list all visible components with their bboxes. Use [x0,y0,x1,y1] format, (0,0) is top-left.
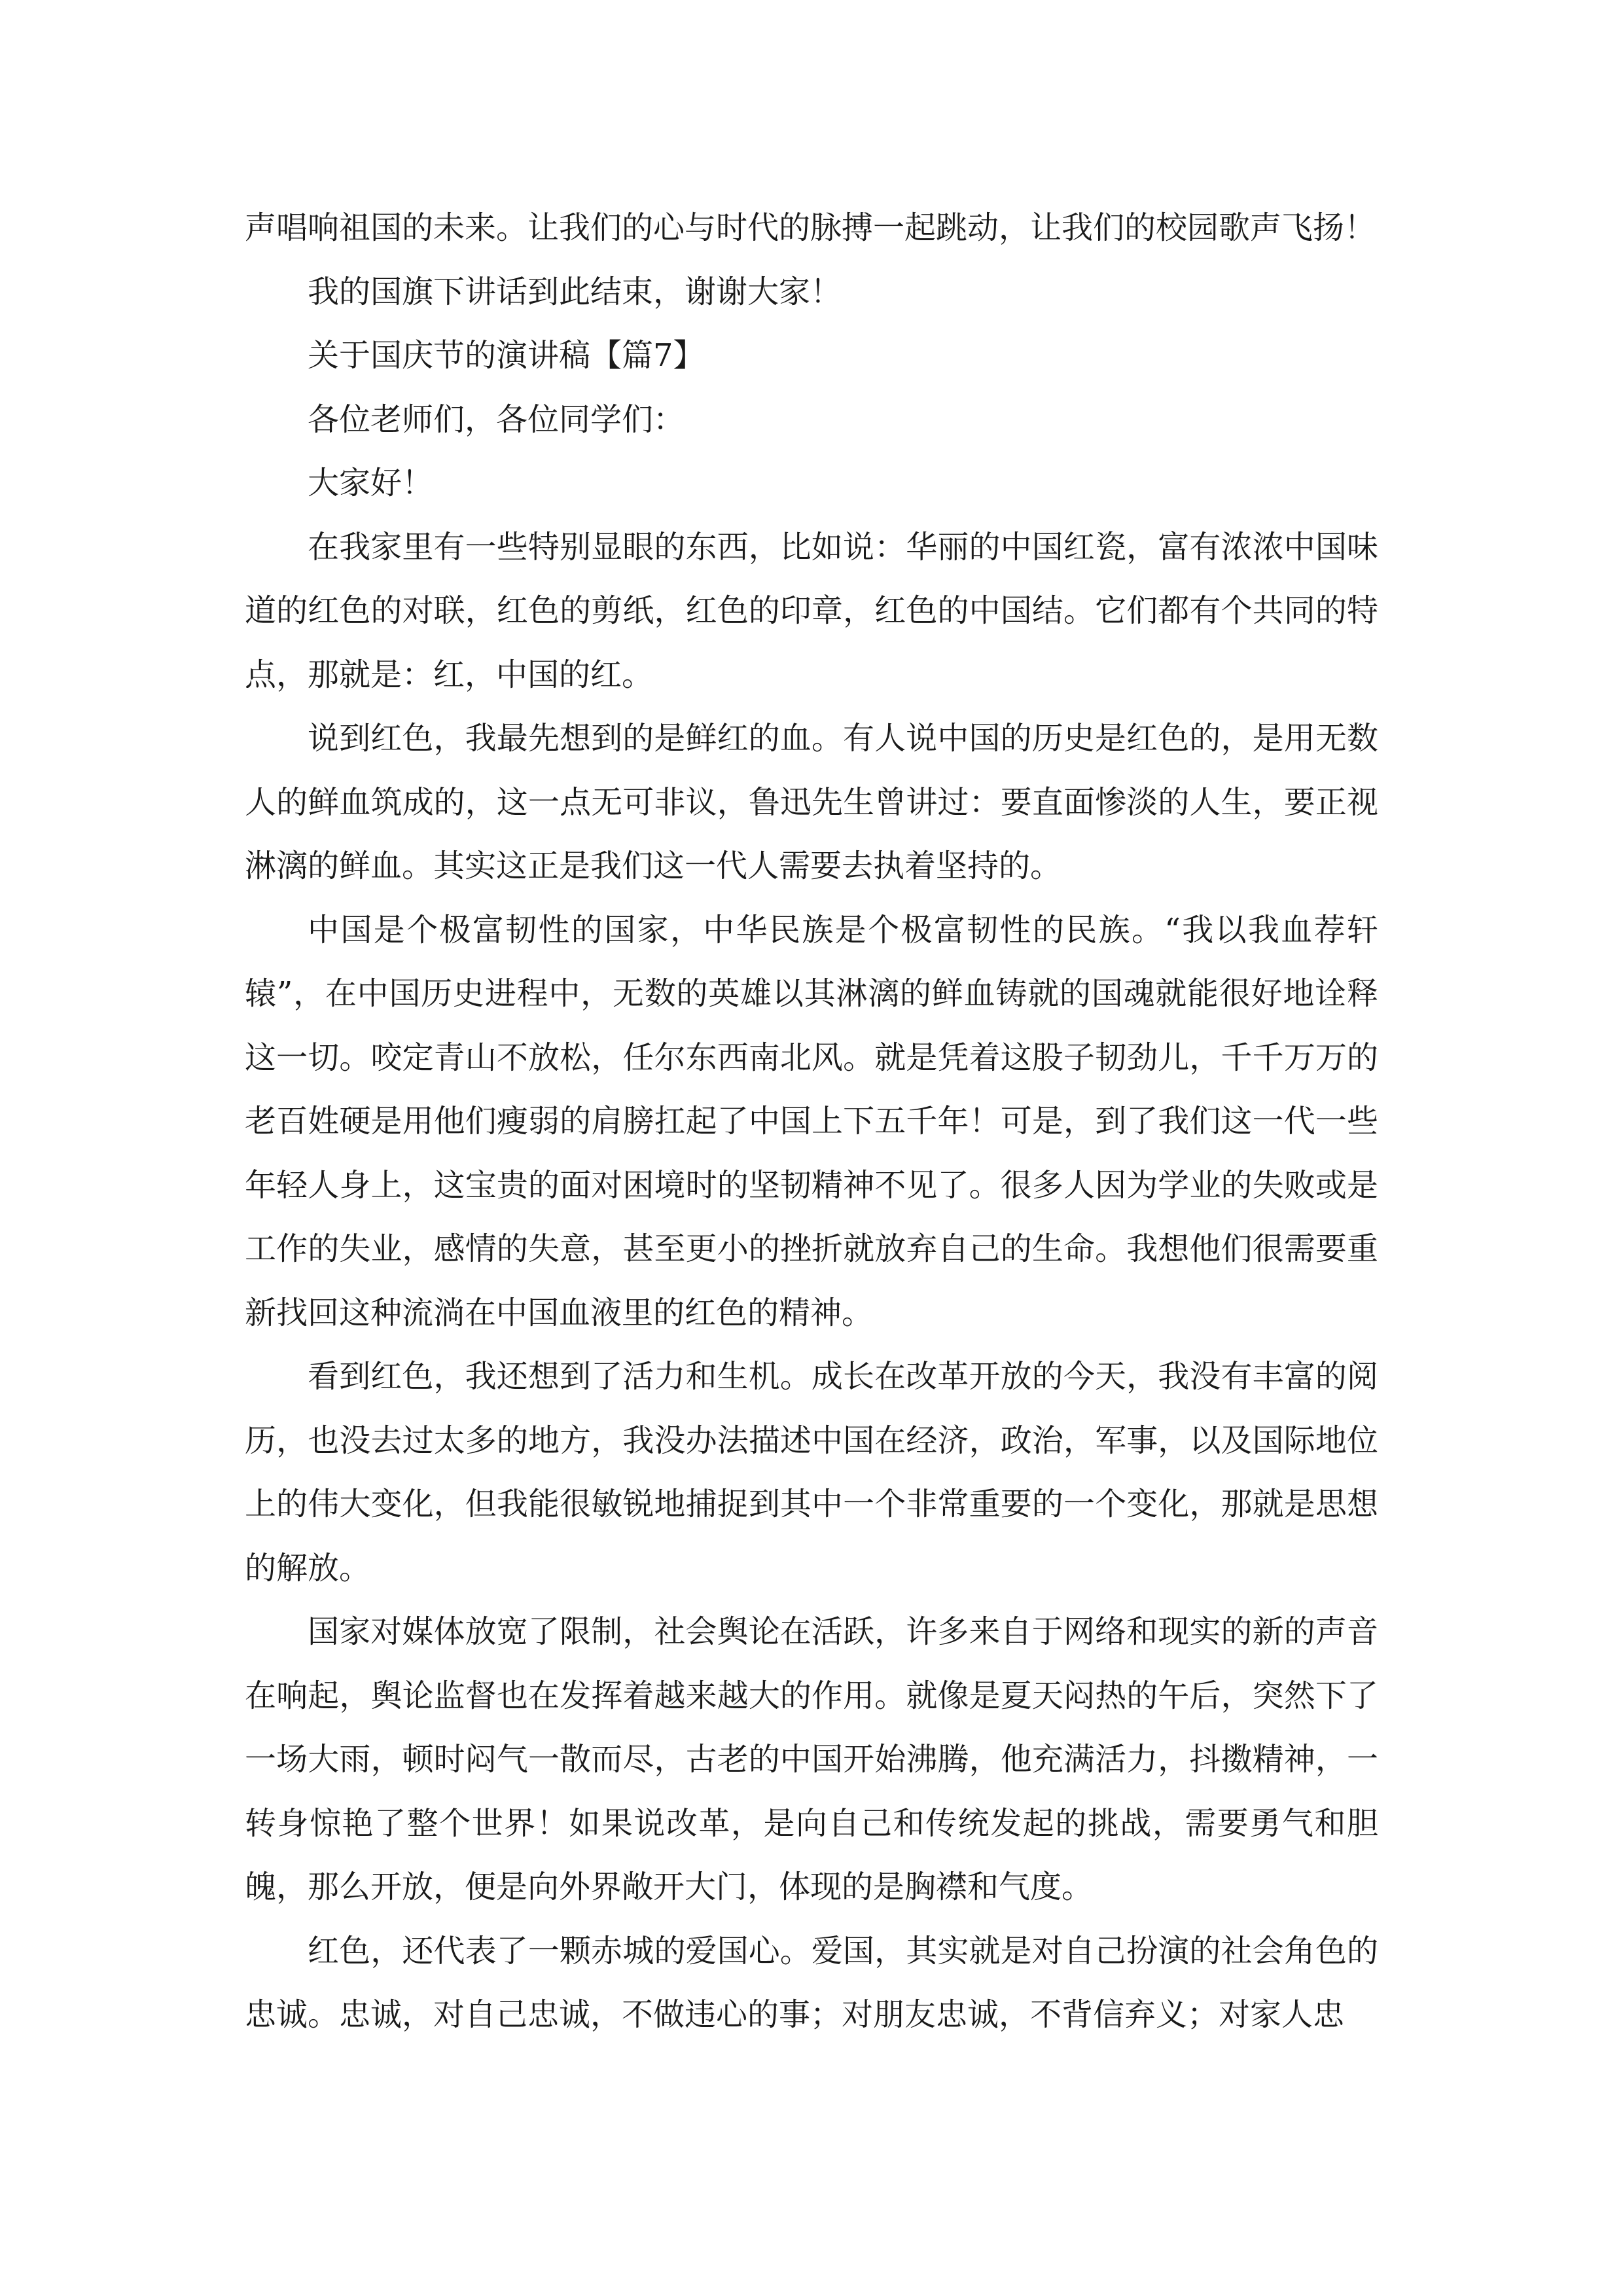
paragraph: 看到红色，我还想到了活力和生机。成长在改革开放的今天，我没有丰富的阅历，也没去过太多的地方，我没办法描述中国在经济，政治，军事，以及国际地位上的伟大变化，但我能很敏锐地捕捉到其中一个非常重要的一个变化，那就是思想的解放。 [245,1358,1378,1587]
paragraph: 说到红色，我最先想到的是鲜红的血。有人说中国的历史是红色的，是用无数人的鲜血筑成的，这一点无可非议，鲁迅先生曾讲过：要直面惨淡的人生，要正视淋漓的鲜血。其实这正是我们这一代人需要去执着坚持的。 [245,720,1378,884]
section-title: 关于国庆节的演讲稿【篇7】 [308,337,705,374]
paragraph: 中国是个极富韧性的国家，中华民族是个极富韧性的民族。“我以我血荐轩辕”，在中国历史进程中，无数的英雄以其淋漓的鲜血铸就的国魂就能很好地诠释这一切。咬定青山不放松，任尔东西南北风。就是凭着这股子韧劲儿，千千万万的老百姓硬是用他们瘦弱的肩膀扛起了中国上下五千年！可是，到了我们这一代一些年轻人身上，这宝贵的面对困境时的坚韧精神不见了。很多人因为学业的失败或是工作的失业，感情的失意，甚至更小的挫折就放弃自己的生命。我想他们很需要重新找回这种流淌在中国血液里的红色的精神。 [245,911,1378,1331]
paragraph-closing-remark: 我的国旗下讲话到此结束，谢谢大家！ [308,273,842,310]
document-body [245,196,1378,2047]
paragraph: 国家对媒体放宽了限制，社会舆论在活跃，许多来自于网络和现实的新的声音在响起，舆论监督也在发挥着越来越大的作用。就像是夏天闷热的午后，突然下了一场大雨，顿时闷气一散而尽，古老的中国开始沸腾，他充满活力，抖擞精神，一转身惊艳了整个世界！如果说改革，是向自己和传统发起的挑战，需要勇气和胆魄，那么开放，便是向外界敞开大门，体现的是胸襟和气度。 [245,1613,1378,1905]
salutation: 各位老师们，各位同学们： [308,401,685,438]
paragraph: 红色，还代表了一颗赤城的爱国心。爱国，其实就是对自己扮演的社会角色的忠诚。忠诚，对自己忠诚，不做违心的事；对朋友忠诚，不背信弃义；对家人忠 [245,1932,1378,2033]
greeting: 大家好！ [308,465,434,501]
paragraph: 在我家里有一些特别显眼的东西，比如说：华丽的中国红瓷，富有浓浓中国味道的红色的对联，红色的剪纸，红色的印章，红色的中国结。它们都有个共同的特点，那就是：红，中国的红。 [245,528,1378,693]
paragraph-continuation: 声唱响祖国的未来。让我们的心与时代的脉搏一起跳动，让我们的校园歌声飞扬！ [245,209,1376,246]
